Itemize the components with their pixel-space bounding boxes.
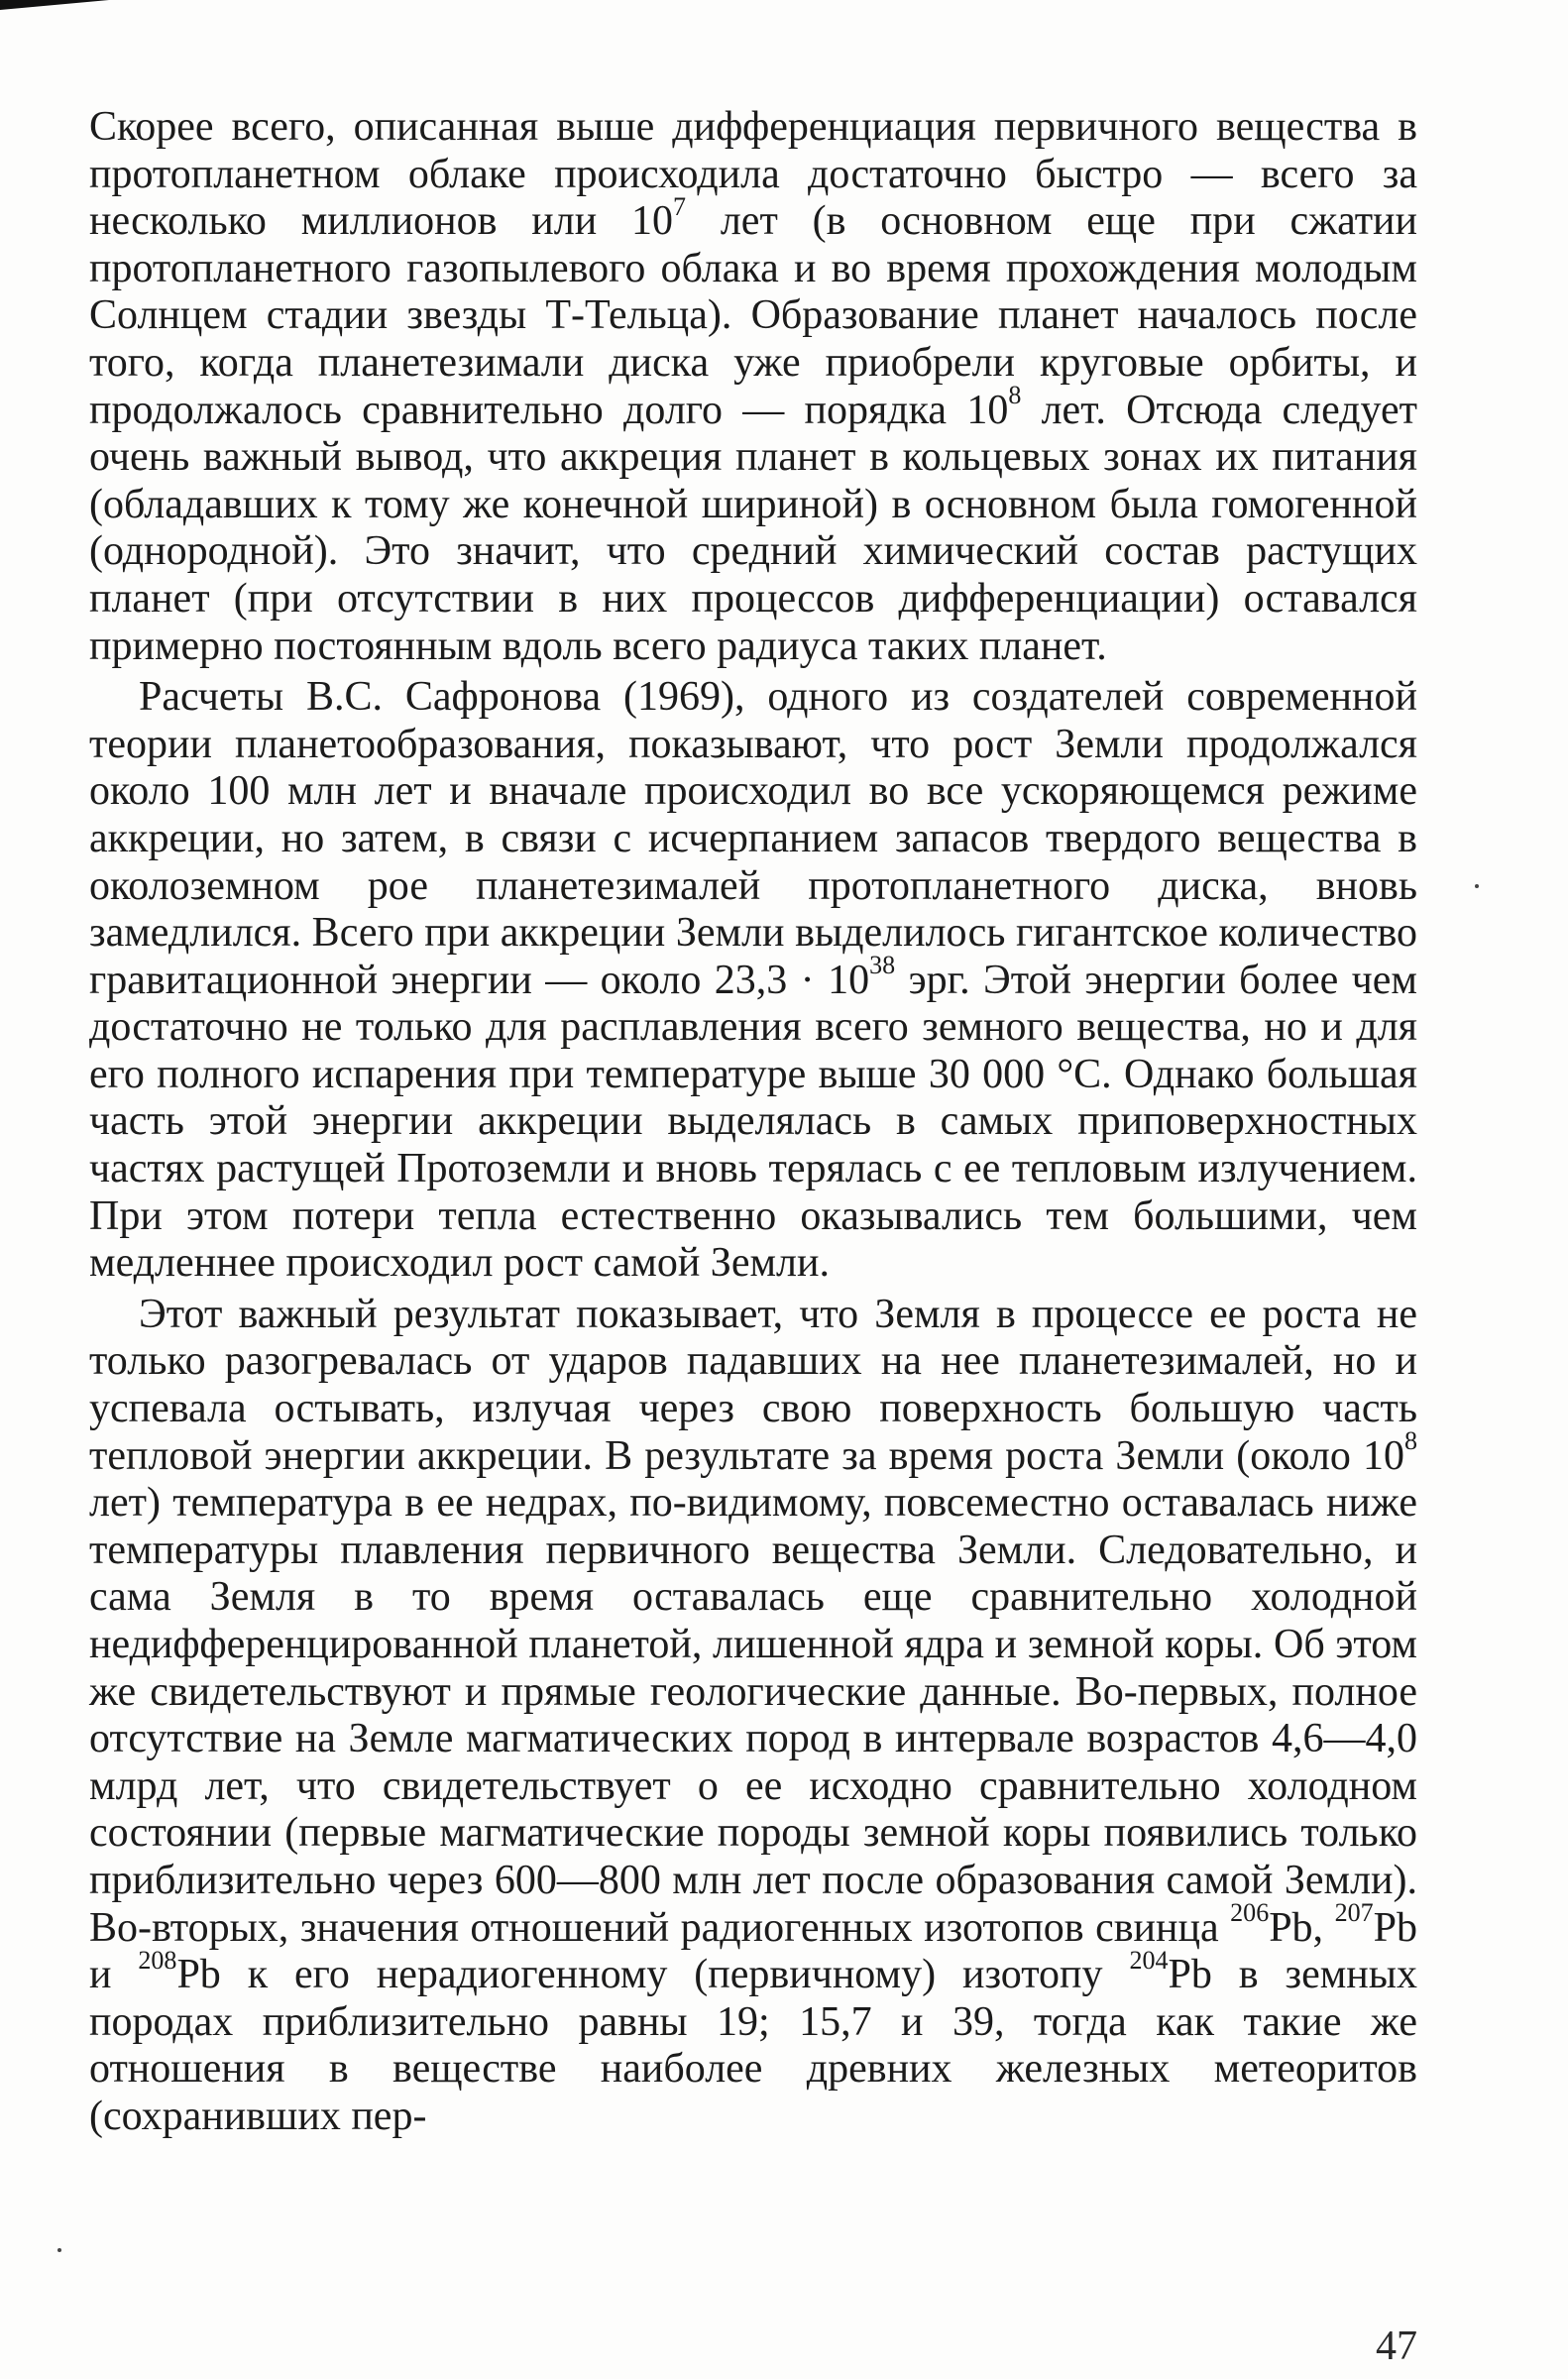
text-run: Этот важный результат показывает, что Земля в процессе ее роста не только разогревалась от ударов падавших на нее планетезималей, но и успевала остывать, излучая через свою поверхность большую часть тепловой энергии аккреции. В результате за время роста Земли (около 10 <box>89 1291 1417 1479</box>
text-run: эрг. Этой энергии более чем достаточно не только для расплавления всего земного вещества, но и для его полного испарения при температуре выше 30 000 °С. Однако большая часть этой энергии аккреции выделялась в самых приповерхностных частях растущей Протоземли и вновь терялась с ее тепловым излучением. При этом потери тепла естественно оказывались тем большими, чем медленнее происходил рост самой Земли. <box>89 957 1418 1287</box>
text-run: Скорее всего, описанная выше дифференциация первичного вещества в протопланетном облаке происходила достаточно быстро — всего за несколько миллионов или 10 <box>89 104 1417 245</box>
superscript-exponent: 7 <box>673 191 687 221</box>
superscript-exponent: 8 <box>1008 381 1022 410</box>
text-run: Pb, <box>1269 1904 1335 1951</box>
page-number: 47 <box>1376 2323 1417 2369</box>
scan-speck <box>57 2248 61 2252</box>
superscript-exponent: 208 <box>138 1945 177 1975</box>
text-run: Расчеты В.С. Сафронова (1969), одного из создателей современной теории планетообразования, показывают, что рост Земли продолжался около 100 млн лет и вначале происходил во все ускоряющемся режиме аккреции, но затем, в связи с исчерпанием запасов твердого вещества в околоземном рое планетезималей протопланетного диска, вновь замедлился. Всего при аккреции Земли выделилось гигантское количество гравитационной энергии — около 23,3 · 10 <box>89 674 1417 1003</box>
superscript-exponent: 207 <box>1334 1898 1374 1928</box>
superscript-exponent: 204 <box>1129 1945 1169 1975</box>
text-run: лет. Отсюда следует очень важный вывод, что аккреция планет в кольцевых зонах их питания (обладавших к тому же конечной шириной) в основном была гомогенной (однородной). Это значит, что средний химический состав растущих планет (при отсутствии в них процессов дифференциации) оставался примерно постоянным вдоль всего радиуса таких планет. <box>89 387 1417 669</box>
scan-speck <box>1475 884 1479 888</box>
text-run: Pb и <box>89 1904 1418 1998</box>
text-run: Pb в земных породах приблизительно равны 19; 15,7 и 39, тогда как такие же отношения в веществе наиболее древних железных метеоритов (сохранивших пер- <box>89 1952 1417 2139</box>
superscript-exponent: 206 <box>1230 1898 1270 1928</box>
text-run: лет) температура в ее недрах, по-видимому, повсеместно оставалась ниже температуры плавления первичного вещества Земли. Следовательно, и сама Земля в то время оставалась еще сравнительно холодной недифференцированной планетой, лишенной ядра и земной коры. Об этом же свидетельствуют и прямые геологические данные. Во-первых, полное отсутствие на Земле магматических пород в интервале возрастов 4,6—4,0 млрд лет, что свидетельствует о ее исходно сравнительно холодном состоянии (первые магматические породы земной коры появились только приблизительно через 600—800 млн лет после образования самой Земли). Во-вторых, значения отношений радиогенных изотопов свинца <box>89 1480 1417 1951</box>
text-run: Pb к его нерадиогенному (первичному) изотопу <box>176 1952 1130 1998</box>
paragraph-2 <box>89 674 1417 1288</box>
paragraph-3 <box>89 1292 1417 2141</box>
scan-corner-mark <box>0 0 109 10</box>
page-body <box>89 104 1417 2141</box>
text-run: лет (в основном еще при сжатии протопланетного газопылевого облака и во время прохождения молодым Солнцем стадии звезды Т-Тельца). Образование планет началось после того, когда планетезимали диска уже приобрели круговые орбиты, и продолжалось сравнительно долго — порядка 10 <box>89 198 1417 433</box>
superscript-exponent: 38 <box>869 951 896 980</box>
superscript-exponent: 8 <box>1403 1426 1417 1456</box>
paragraph-1 <box>89 104 1417 670</box>
